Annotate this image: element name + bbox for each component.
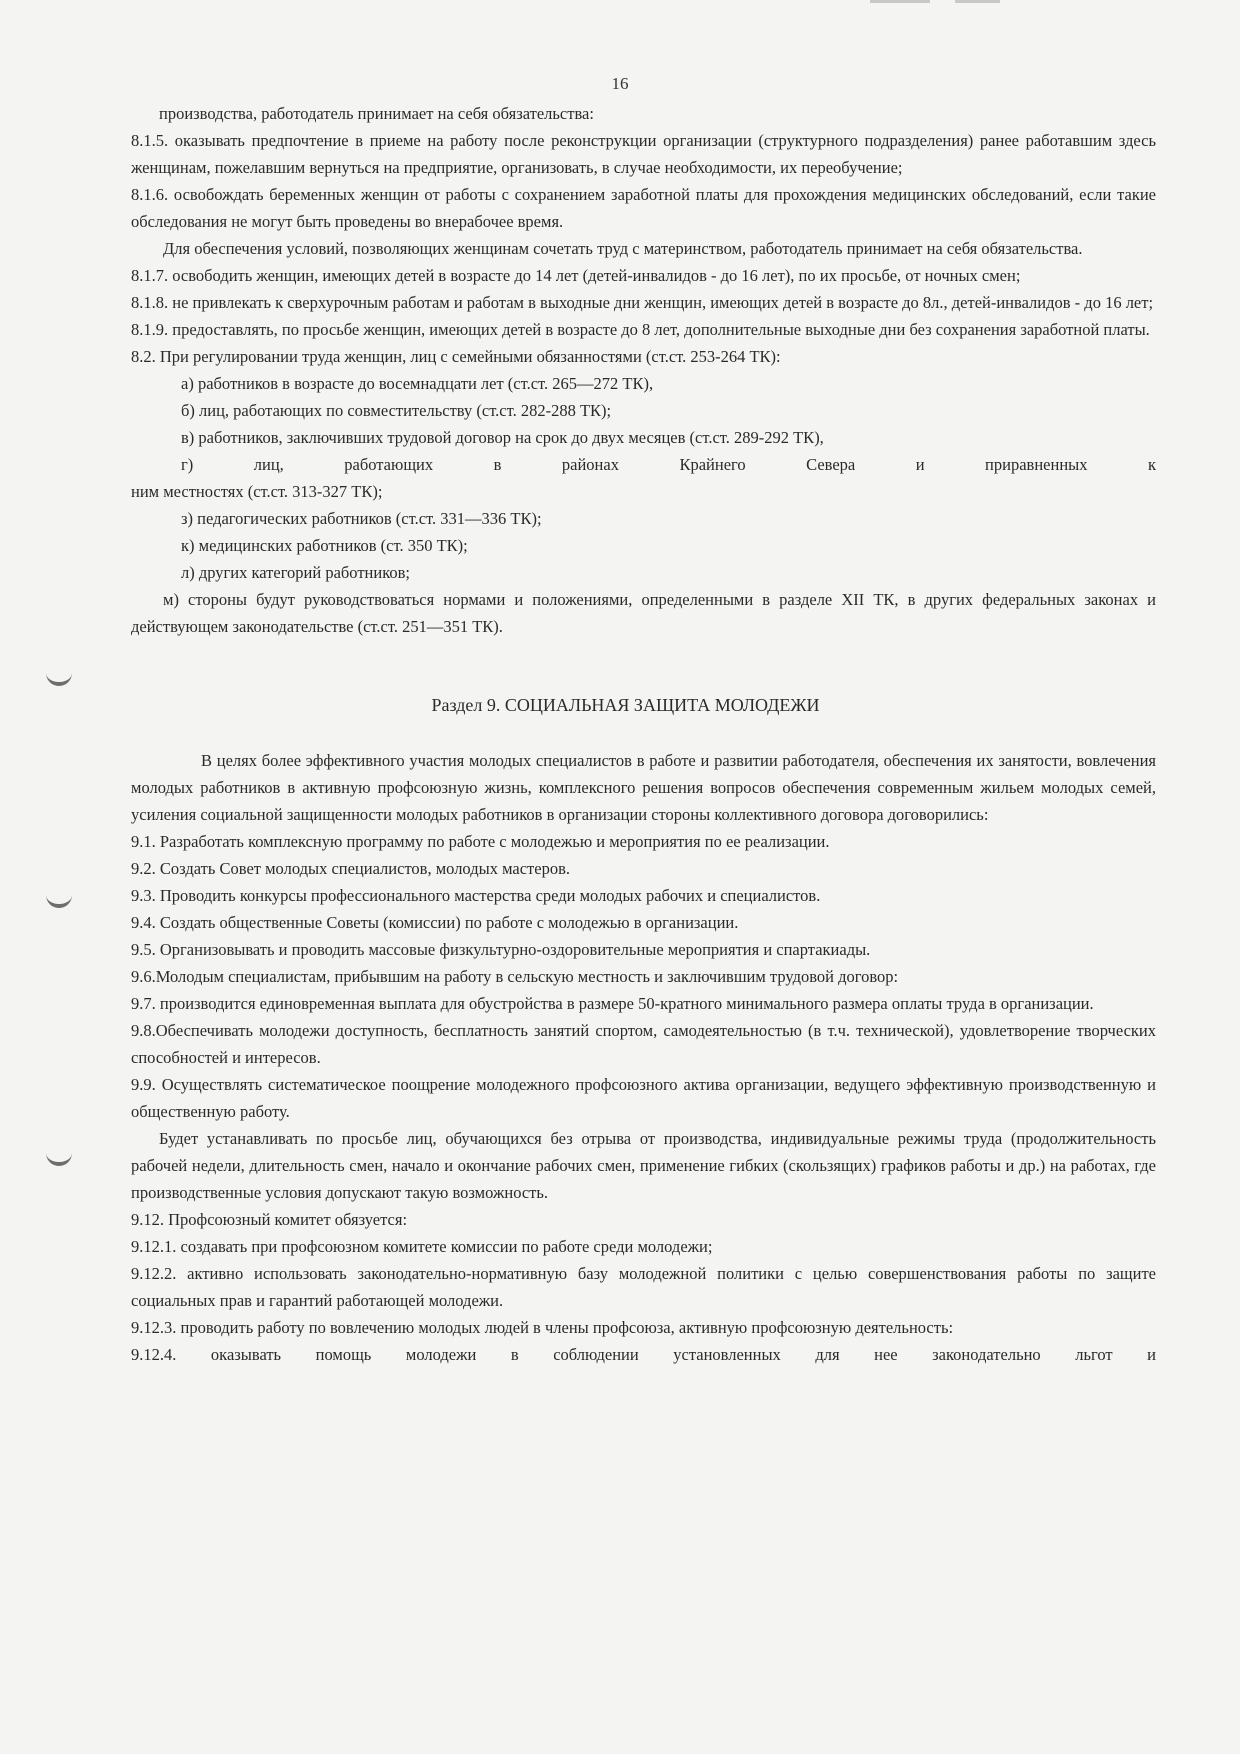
list-item: 9.12.2. активно использовать законодательно-нормативную базу молодежной политики с целью совершенствования работы по защите социальных прав и гарантий работающей молодежи.: [131, 1264, 1156, 1310]
list-item: м) стороны будут руководствоваться нормами и положениями, определенными в разделе XII ТК, в других федеральных законах и действующем законодательстве (ст.ст. 251—351 ТК).: [131, 590, 1156, 636]
section-title: Раздел 9. СОЦИАЛЬНАЯ ЗАЩИТА МОЛОДЕЖИ: [431, 695, 820, 715]
list-item: а) работников в возрасте до восемнадцати лет (ст.ст. 265—272 ТК),: [181, 374, 654, 393]
paragraph: В целях более эффективного участия молодых специалистов в работе и развитии работодателя, обеспечения их занятости, вовлечения молодых работников в активную профсоюзную жизнь, комплексного решения вопросов обеспечения современным жильем молодых семей, усиления социальной защищенности молодых работников в организации стороны коллективного договора договорились:: [131, 751, 1156, 824]
list-item: 9.3. Проводить конкурсы профессионального мастерства среди молодых рабочих и специалистов.: [131, 886, 821, 905]
list-item: 9.9. Осуществлять систематическое поощрение молодежного профсоюзного актива организации, ведущего эффективную производственную и общественную работу.: [131, 1075, 1156, 1121]
list-item: 9.12.3. проводить работу по вовлечению молодых людей в члены профсоюза, активную профсоюзную деятельность:: [131, 1318, 954, 1337]
scan-top-mark: [955, 0, 1000, 3]
list-item: 9.6.Молодым специалистам, прибывшим на работу в сельскую местность и заключившим трудовой договор:: [131, 967, 899, 986]
paragraph: 8.1.8. не привлекать к сверхурочным работам и работам в выходные дни женщин, имеющих детей в возрасте до 8л., детей-инвалидов - до 16 лет;: [131, 293, 1154, 312]
paragraph: 8.1.6. освобождать беременных женщин от работы с сохранением заработной платы для прохождения медицинских обследований, если такие обследования не могут быть проведены во внерабочее время.: [131, 185, 1156, 231]
list-item: 9.8.Обеспечивать молодежи доступность, бесплатность занятий спортом, самодеятельностью (в т.ч. технической), удовлетворение творческих способностей и интересов.: [131, 1021, 1156, 1067]
document-body: [131, 100, 1156, 1368]
scan-top-mark: [870, 0, 930, 3]
paragraph: 8.1.9. предоставлять, по просьбе женщин, имеющих детей в возрасте до 8 лет, дополнительные выходные дни без сохранения заработной платы.: [131, 320, 1150, 339]
punch-hole-mark: [46, 1148, 72, 1166]
list-item: з) педагогических работников (ст.ст. 331—336 ТК);: [181, 509, 542, 528]
page-number: 16: [611, 74, 629, 93]
paragraph: производства, работодатель принимает на себя обязательства:: [159, 104, 594, 123]
punch-hole-mark: [46, 890, 72, 908]
list-item: 9.1. Разработать комплексную программу по работе с молодежью и мероприятия по ее реализации.: [131, 832, 830, 851]
list-item: 9.12. Профсоюзный комитет обязуется:: [131, 1210, 408, 1229]
paragraph: Для обеспечения условий, позволяющих женщинам сочетать труд с материнством, работодатель принимает на себя обязательства.: [163, 239, 1083, 258]
list-item: к) медицинских работников (ст. 350 ТК);: [181, 536, 468, 555]
paragraph: 8.2. При регулировании труда женщин, лиц с семейными обязанностями (ст.ст. 253-264 ТК):: [131, 347, 781, 366]
paragraph: 8.1.7. освободить женщин, имеющих детей в возрасте до 14 лет (детей-инвалидов - до 16 лет), по их просьбе, от ночных смен;: [131, 266, 1021, 285]
list-item: в) работников, заключивших трудовой договор на срок до двух месяцев (ст.ст. 289-292 ТК),: [181, 428, 824, 447]
list-item: б) лиц, работающих по совместительству (ст.ст. 282-288 ТК);: [181, 401, 612, 420]
list-item: 9.4. Создать общественные Советы (комиссии) по работе с молодежью в организации.: [131, 913, 739, 932]
list-item-continuation: ним местностях (ст.ст. 313-327 ТК);: [131, 482, 383, 501]
list-item: 9.7. производится единовременная выплата для обустройства в размере 50-кратного минимального размера оплаты труда в организации.: [131, 994, 1094, 1013]
paragraph: 8.1.5. оказывать предпочтение в приеме на работу после реконструкции организации (структурного подразделения) ранее работавшим здесь женщинам, пожелавшим вернуться на предприятие, организовать, в случае необходимости, их переобучение;: [131, 131, 1156, 177]
list-item: 9.2. Создать Совет молодых специалистов, молодых мастеров.: [131, 859, 570, 878]
list-item: 9.5. Организовывать и проводить массовые физкультурно-оздоровительные мероприятия и спартакиады.: [131, 940, 871, 959]
list-item: 9.12.4. оказывать помощь молодежи в соблюдении установленных для нее законодательно льгот и: [131, 1345, 1156, 1364]
list-item: 9.12.1. создавать при профсоюзном комитете комиссии по работе среди молодежи;: [131, 1237, 713, 1256]
punch-hole-mark: [46, 668, 72, 686]
paragraph: Будет устанавливать по просьбе лиц, обучающихся без отрыва от производства, индивидуальные режимы труда (продолжительность рабочей недели, длительность смен, начало и окончание рабочих смен, применение гибких (скользящих) графиков работы и др.) на работах, где производственные условия допускают такую возможность.: [131, 1129, 1156, 1202]
list-item: г) лиц, работающих в районах Крайнего Севера и приравненных к: [181, 455, 1156, 474]
list-item: л) других категорий работников;: [181, 563, 411, 582]
